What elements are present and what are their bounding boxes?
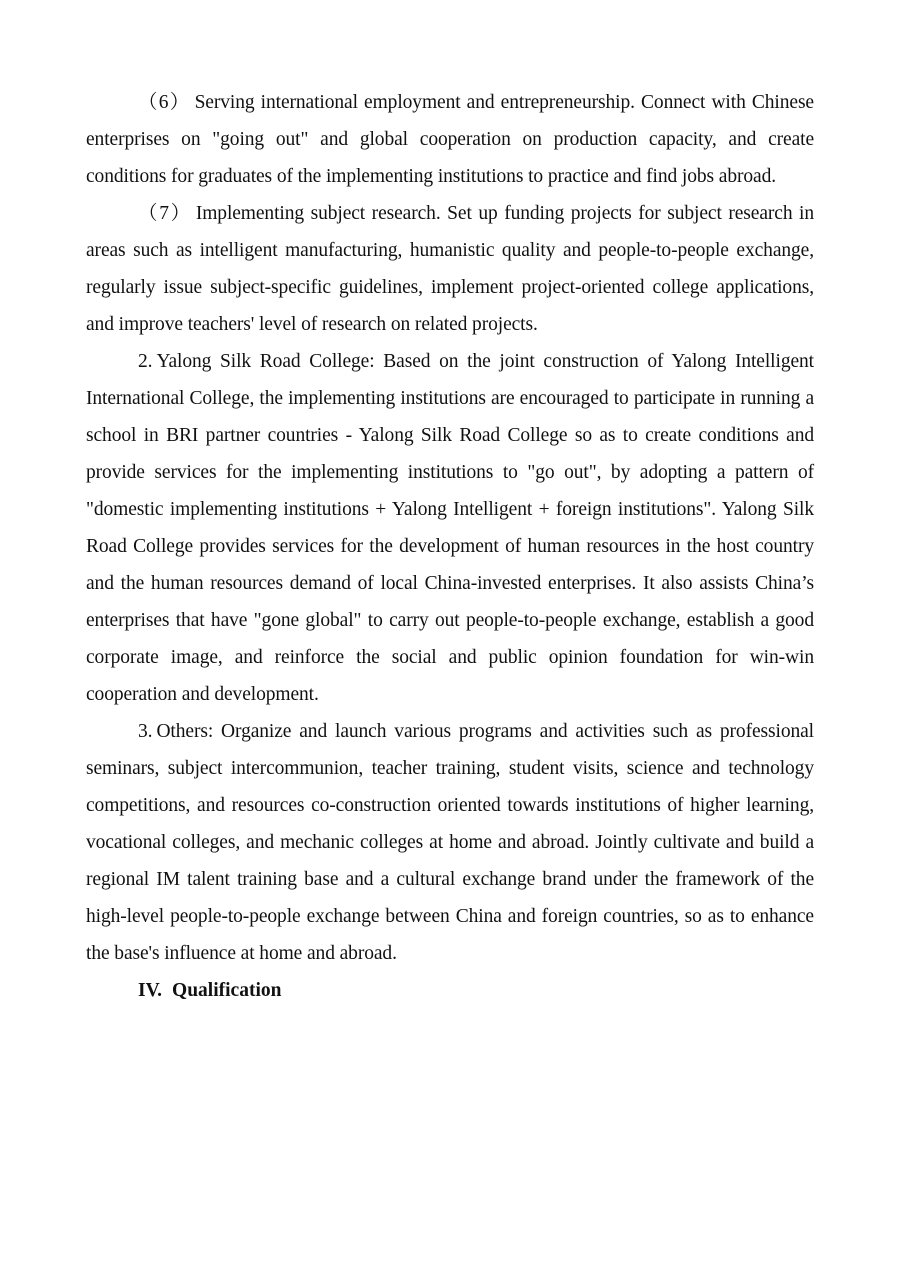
paragraph-number: 2. xyxy=(138,351,153,372)
paragraph-number: （7） xyxy=(138,203,192,224)
paragraph-number: （6） xyxy=(138,92,191,113)
paragraph-number: 3. xyxy=(138,721,153,742)
paragraph-text: Others: Organize and launch various programs and activities such as professional seminars, subject intercommunion, teacher training, student visits, science and technology competitions, and resources co-construction oriented towards institutions of higher learning, vocational colleges, and mechanic colleges at home and abroad. Jointly cultivate and build a regional IM talent training base and a cultural exchange brand under the framework of the high-level people-to-people exchange between China and foreign countries, so as to enhance the base's influence at home and abroad. xyxy=(86,721,814,964)
paragraph-item-7 xyxy=(86,195,814,343)
paragraph-yalong-silk-road-college xyxy=(86,343,814,713)
paragraph-item-6 xyxy=(86,84,814,195)
paragraph-text: Yalong Silk Road College: Based on the joint construction of Yalong Intelligent International College, the implementing institutions are encouraged to participate in running a school in BRI partner countries - Yalong Silk Road College so as to create conditions and provide services for the implementing institutions to "go out", by adopting a pattern of "domestic implementing institutions + Yalong Intelligent + foreign institutions". Yalong Silk Road College provides services for the development of human resources in the host country and the human resources demand of local China-invested enterprises. It also assists China’s enterprises that have "gone global" to carry out people-to-people exchange, establish a good corporate image, and reinforce the social and public opinion foundation for win-win cooperation and development. xyxy=(86,351,814,705)
section-numeral: IV. xyxy=(138,980,163,1001)
document-page xyxy=(86,84,814,1009)
section-heading xyxy=(86,972,814,1009)
section-title: Qualification xyxy=(172,980,282,1001)
paragraph-text: Serving international employment and entrepreneurship. Connect with Chinese enterprises on "going out" and global cooperation on production capacity, and create conditions for graduates of the implementing institutions to practice and find jobs abroad. xyxy=(86,92,814,187)
paragraph-text: Implementing subject research. Set up funding projects for subject research in areas such as intelligent manufacturing, humanistic quality and people-to-people exchange, regularly issue subject-specific guidelines, implement project-oriented college applications, and improve teachers' level of research on related projects. xyxy=(86,203,815,335)
paragraph-others xyxy=(86,713,814,972)
